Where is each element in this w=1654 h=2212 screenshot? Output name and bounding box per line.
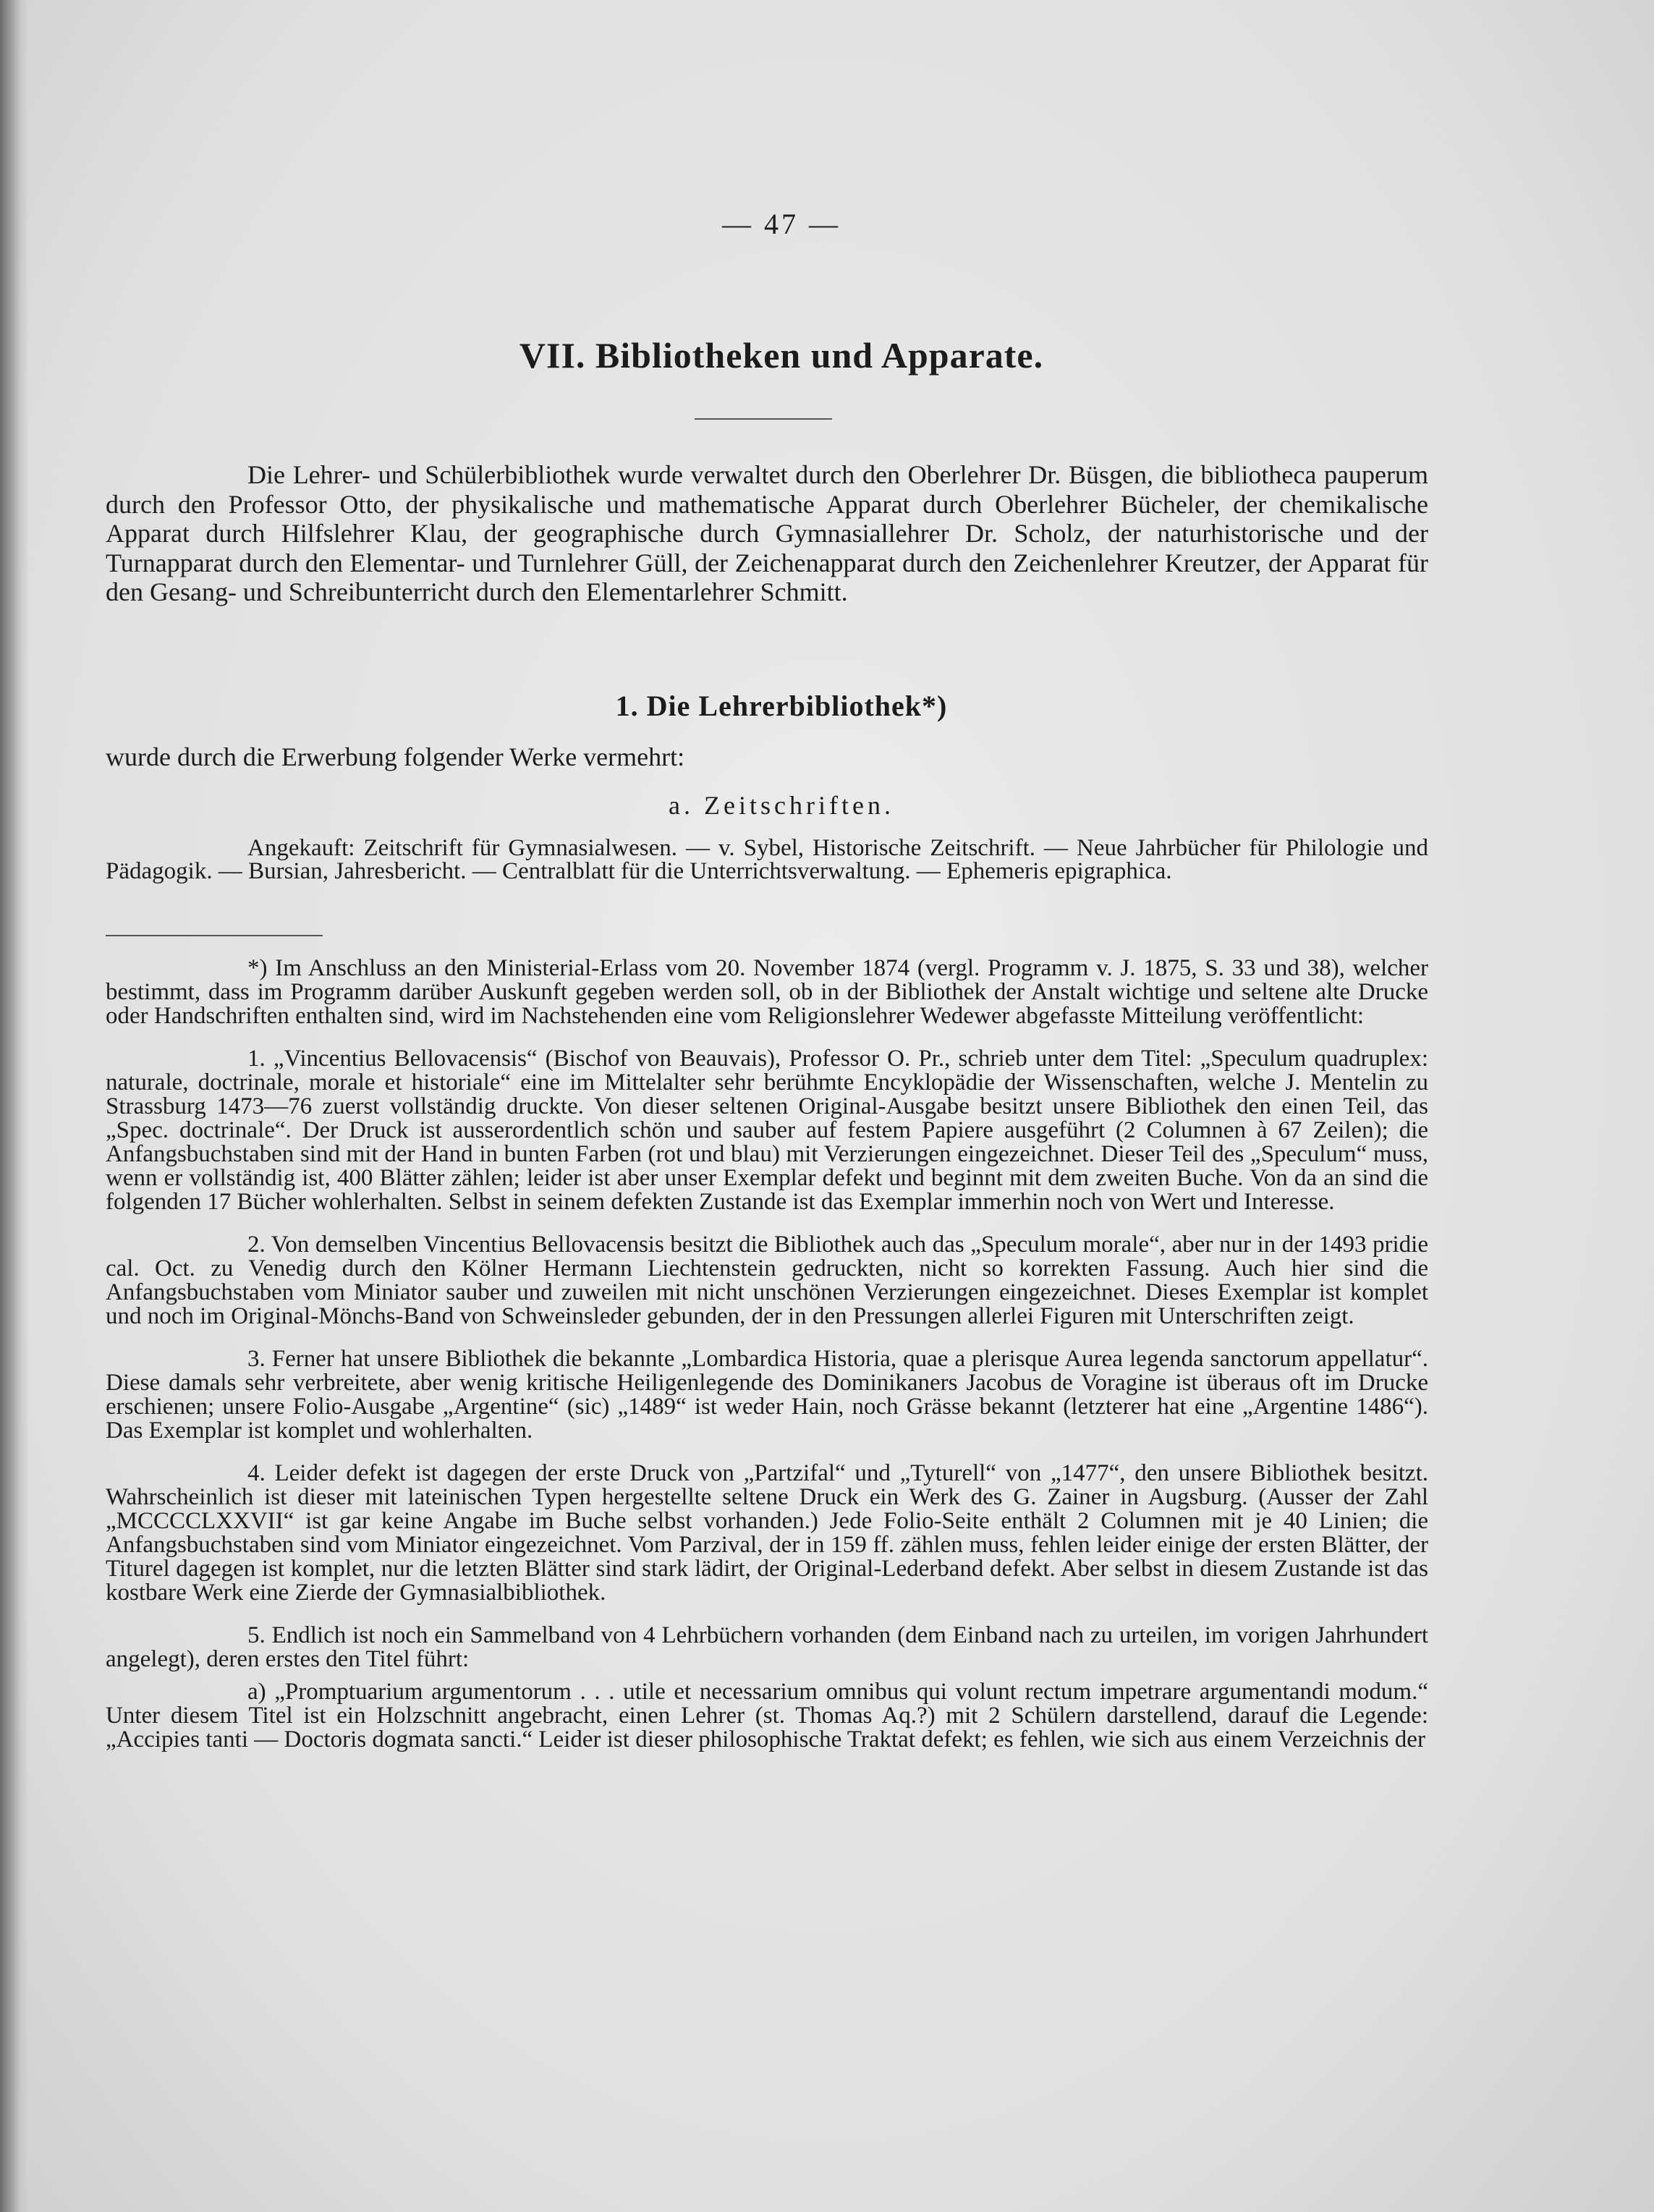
footnote-block	[106, 957, 1428, 1752]
section-intro: wurde durch die Erwerbung folgender Werke vermehrt:	[106, 742, 685, 771]
footnote-item-3: 3. Ferner hat unsere Bibliothek die bekannte „Lombardica Historia, quae a plerisque Aurea legenda sanctorum appellatur“. Diese damals sehr verbreitete, aber wenig kritische Heiligenlegende des Dominikaners Jacobus de Voragine ist überaus oft im Drucke erschienen; unsere Folio-Ausgabe „Argentine“ (sic) „1489“ ist weder Hain, noch Grässe bekannt (letzterer hat eine „Argentine 1486“). Das Exemplar ist komplet und wohlerhalten.	[106, 1346, 1428, 1444]
footnote-divider	[106, 935, 323, 936]
section-intro-block	[106, 742, 1428, 772]
page-number: — 47 —	[722, 208, 841, 240]
footnote-item-2: 2. Von demselben Vincentius Bellovacensis besitzt die Bibliothek auch das „Speculum morale“, aber nur in der 1493 pridie cal. Oct. zu Venedig durch den Kölner Hermann Liechtenstein gedruckten, nicht so korrekten Fassung. Auch hier sind die Anfangsbuchstaben vom Miniator sauber und zuweilen mit nicht unschönen Verzierungen eingezeichnet. Dieses Exemplar ist komplet und noch im Original-Mönchs-Band von Schweinsleder gebunden, der in den Pressungen allerlei Figuren mit Unterschriften zeigt.	[106, 1232, 1428, 1329]
purchased-paragraph: Angekauft: Zeitschrift für Gymnasialwesen. — v. Sybel, Historische Zeitschrift. — Neue Jahrbücher für Philologie und Pädagogik. — Bursian, Jahresbericht. — Centralblatt für die Unterrichtsverwaltung. — Ephemeris epigraphica.	[106, 835, 1428, 884]
intro-block	[106, 460, 1428, 607]
footnote-item-4: 4. Leider defekt ist dagegen der erste Druck von „Partzifal“ und „Tyturell“ von „1477“, den unsere Bibliothek besitzt. Wahrscheinlich ist dieser mit lateinischen Typen hergestellte seltene Druck ein Werk des G. Zainer in Augsburg. (Ausser der Zahl „MCCCCLXXVII“ ist gar keine Angabe im Buche selbst vorhanden.) Jede Folio-Seite enthält 2 Columnen mit je 40 Linien; die Anfangsbuchstaben sind vom Miniator eingezeichnet. Vom Parzival, der in 159 ff. zählen muss, fehlen leider einige der ersten Blätter, der Titurel dagegen ist komplet, nur die letzten Blätter sind stark lädirt, der Original-Lederband defekt. Aber selbst in diesem Zustande ist das kostbare Werk eine Zierde der Gymnasialbibliothek.	[106, 1460, 1428, 1606]
footnote-item-5a: a) „Promptuarium argumentorum . . . utile et necessarium omnibus qui volunt rectum impetrare argumentandi modum.“ Unter diesem Titel ist ein Holzschnitt angebracht, einen Lehrer (st. Thomas Aq.?) mit 2 Schülern darstellend, darauf die Legende: „Accipies tanti — Doctoris dogmata sancti.“ Leider ist dieser philosophische Traktat defekt; es fehlen, wie sich aus einem Verzeichnis der	[106, 1679, 1428, 1753]
intro-paragraph: Die Lehrer- und Schülerbibliothek wurde verwaltet durch den Oberlehrer Dr. Büsgen, die bibliotheca pauperum durch den Professor Otto, der physikalische und mathematische Apparat durch Oberlehrer Bücheler, der chemikalische Apparat durch Hilfslehrer Klau, der geographische durch Gymnasiallehrer Dr. Scholz, der naturhistorische und der Turnapparat durch den Elementar- und Turnlehrer Güll, der Zeichenapparat durch den Zeichenlehrer Kreutzer, der Apparat für den Gesang- und Schreibunterricht durch den Elementarlehrer Schmitt.	[106, 460, 1428, 606]
title-divider	[695, 418, 832, 420]
subsection-heading: a. Zeitschriften.	[669, 791, 894, 820]
page-edge-shadow	[0, 0, 29, 2212]
footnote-intro: *) Im Anschluss an den Ministerial-Erlass vom 20. November 1874 (vergl. Programm v. J. 1875, S. 33 und 38), welcher bestimmt, dass im Programm darüber Auskunft gegeben werden soll, ob in der Bibliothek der Anstalt wichtige und seltene alte Drucke oder Handschriften enthalten sind, wird im Nachstehenden eine vom Religionslehrer Wedewer abgefasste Mitteilung veröffentlicht:	[106, 955, 1428, 1029]
section-heading: 1. Die Lehrerbibliothek*)	[615, 690, 948, 722]
footnote-item-1: 1. „Vincentius Bellovacensis“ (Bischof von Beauvais), Professor O. Pr., schrieb unter dem Titel: „Speculum quadruplex: naturale, doctrinale, morale et historiale“ eine im Mittelalter sehr berühmte Encyklopädie der Wissenschaften, welche J. Mentelin zu Strassburg 1473—76 zuerst vollständig druckte. Von dieser seltenen Original-Ausgabe besitzt unsere Bibliothek den einen Teil, das „Spec. doctrinale“. Der Druck ist ausserordentlich schön und sauber auf festem Papiere ausgeführt (2 Columnen à 67 Zeilen); die Anfangsbuchstaben sind mit der Hand in bunten Farben (rot und blau) mit Verzierungen eingezeichnet. Dieser Teil des „Speculum“ muss, wenn er vollständig ist, 400 Blätter zählen; leider ist aber unser Exemplar defekt und beginnt mit dem zweiten Buche. Von da an sind die folgenden 17 Bücher wohlerhalten. Selbst in seinem defekten Zustande ist das Exemplar immerhin noch von Wert und Interesse.	[106, 1046, 1428, 1215]
footnote-item-5: 5. Endlich ist noch ein Sammelband von 4 Lehrbüchern vorhanden (dem Einband nach zu urteilen, im vorigen Jahrhundert angelegt), deren erstes den Titel führt:	[106, 1622, 1428, 1672]
purchased-block	[106, 836, 1428, 883]
chapter-title: VII. Bibliotheken und Apparate.	[519, 335, 1044, 376]
